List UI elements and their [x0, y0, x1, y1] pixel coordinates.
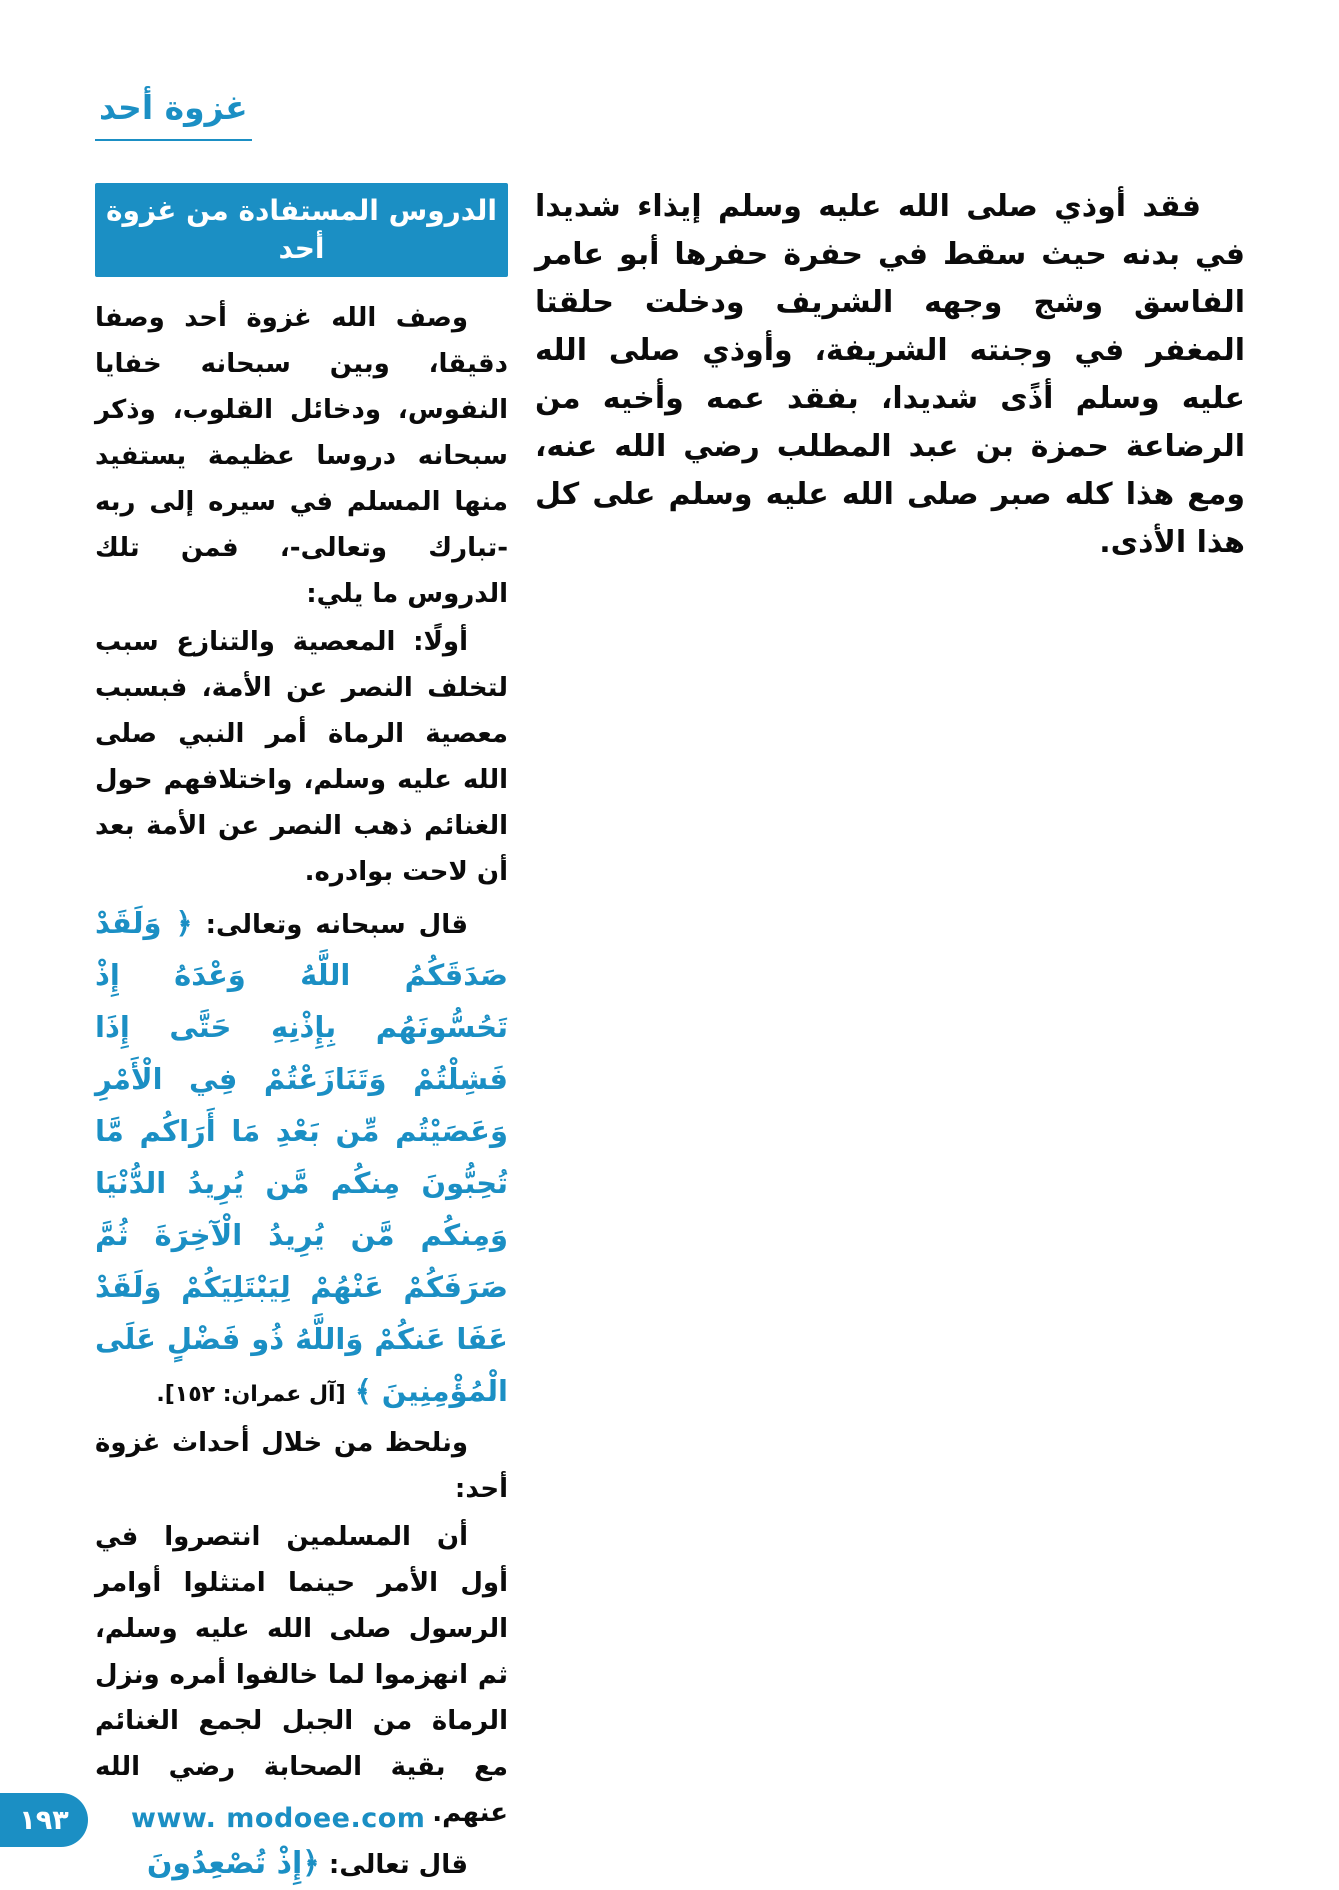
quran-verse: ﴿ وَلَقَدْ صَدَقَكُمُ اللَّهُ وَعْدَهُ إِذْ تَحُسُّونَهُم بِإِذْنِهِ حَتَّى إِذَا فَشِلْتُمْ وَتَنَازَعْتُمْ فِي الْأَمْرِ وَعَصَيْتُم مِّن بَعْدِ مَا أَرَاكُم مَّا تُحِبُّونَ مِنكُم مَّن يُرِيدُ الدُّنْيَا وَمِنكُم مَّن يُرِيدُ الْآخِرَةَ ثُمَّ صَرَفَكُمْ عَنْهُمْ لِيَبْتَلِيَكُمْ وَلَقَدْ عَفَا عَنكُمْ وَاللَّهُ ذُو فَضْلٍ عَلَى الْمُؤْمِنِينَ ﴾ [95, 906, 508, 1408]
closing-quran-verse: ﴿إِذْ تُصْعِدُونَ [146, 1846, 320, 1881]
closing-verse-intro: قال تعالى: [328, 1850, 468, 1880]
closing-paragraph [95, 1838, 508, 1890]
running-head [95, 88, 252, 141]
left-column [95, 183, 508, 1890]
first-lesson-paragraph: أولًا: المعصية والتنازع سبب لتخلف النصر عن الأمة، فبسبب معصية الرماة أمر النبي صلى الله عليه وسلم، واختلافهم حول الغنائم ذهب النصر عن الأمة بعد أن لاحت بوادره. [95, 627, 508, 887]
section-title-box: الدروس المستفادة من غزوة أحد [95, 183, 508, 277]
verse-reference: [آل عمران: ١٥٢]. [156, 1382, 346, 1407]
note-body-paragraph: أن المسلمين انتصروا في أول الأمر حينما امتثلوا أوامر الرسول صلى الله عليه وسلم، ثم انهزموا لما خالفوا أمره ونزل الرماة من الجبل لجمع الغنائم مع بقية الصحابة رضي الله عنهم. [95, 1522, 508, 1828]
page-number: ١٩٣ [19, 1804, 69, 1836]
note-heading: ونلحظ من خلال أحداث غزوة أحد: [95, 1428, 508, 1504]
book-title: غزوة أحد [99, 88, 248, 127]
intro-paragraph: وصف الله غزوة أحد وصفا دقيقا، وبين سبحانه خفايا النفوس، ودخائل القلوب، وذكر سبحانه دروسا عظيمة يستفيد منها المسلم في سيره إلى ربه -تبارك وتعالى-، فمن تلك الدروس ما يلي: [95, 303, 508, 609]
continuation-paragraph: فقد أوذي صلى الله عليه وسلم إيذاء شديدا في بدنه حيث سقط في حفرة حفرها أبو عامر الفاسق وشج وجهه الشريف ودخلت حلقتا المغفر في وجنته الشريفة، وأوذي صلى الله عليه وسلم أذًى شديدا، بفقد عمه وأخيه من الرضاعة حمزة بن عبد المطلب رضي الله عنه، ومع هذا كله صبر صلى الله عليه وسلم على كل هذا الأذى. [535, 189, 1245, 560]
quran-paragraph [95, 897, 508, 1418]
two-column-body [95, 183, 1245, 1890]
verse-intro: قال سبحانه وتعالى: [205, 910, 468, 940]
website-url: www. modoee.com [131, 1803, 426, 1834]
right-column [535, 183, 1245, 567]
page-number-badge [0, 1793, 88, 1847]
